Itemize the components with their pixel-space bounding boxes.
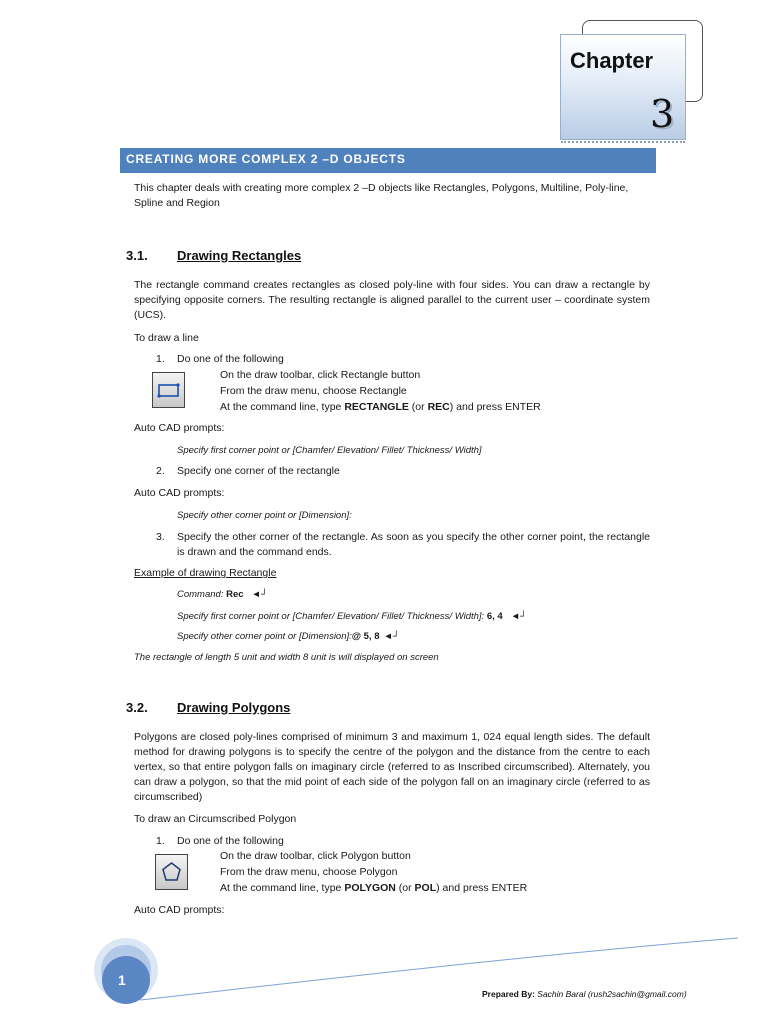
option-menu: From the draw menu, choose Polygon [220,866,398,878]
section-number: 3.2. [126,700,148,715]
example-title: Example of drawing Rectangle [134,567,277,579]
step-text: Do one of the following [177,835,284,847]
banner-title: CREATING MORE COMPLEX 2 –D OBJECTS [126,152,406,166]
example-line: Specify other corner point or [Dimension]:@ 5, 8 ◄┘ [177,631,400,642]
option-command: At the command line, type RECTANGLE (or REC) and press ENTER [220,401,541,413]
autocad-prompts-label: Auto CAD prompts: [134,422,225,434]
result-note: The rectangle of length 5 unit and width 8 unit is will displayed on screen [134,652,439,663]
section-number: 3.1. [126,248,148,263]
polygon-tool-icon[interactable] [155,854,188,890]
step-number: 1. [156,835,165,847]
autocad-prompts-label: Auto CAD prompts: [134,487,225,499]
prompt-text: Specify first corner point or [Chamfer/ Elevation/ Fillet/ Thickness/ Width] [177,445,482,456]
footer-decoration [0,920,768,1024]
rectangle-paragraph: The rectangle command creates rectangles as closed poly-line with four sides. You can draw a rectangle by specifying opposite corners. The resulting rectangle is aligned parallel to the current user – coordinate system (UCS). [134,279,650,321]
step-text: Specify one corner of the rectangle [177,465,340,477]
enter-arrow-icon: ◄┘ [510,611,527,622]
chapter-number: 3 [650,92,675,136]
rectangle-tool-icon[interactable] [152,372,185,408]
step-number: 1. [156,353,165,365]
step-text: Specify the other corner of the rectangle. As soon as you specify the other corner point, the rectangle is drawn and the command ends. [177,531,650,558]
section-title: Drawing Rectangles [177,248,302,263]
example-line: Command: Rec ◄┘ [177,589,268,600]
step-number: 3. [156,531,165,543]
option-menu: From the draw menu, choose Rectangle [220,385,407,397]
prompt-text: Specify other corner point or [Dimension]: [177,510,352,521]
step-text: Do one of the following [177,353,284,365]
section-title: Drawing Polygons [177,700,291,715]
intro-paragraph: This chapter deals with creating more complex 2 –D objects like Rectangles, Polygons, Multiline, Poly-line, Spline and Region [134,182,629,209]
enter-arrow-icon: ◄┘ [383,631,400,642]
to-draw-label: To draw an Circumscribed Polygon [134,813,297,825]
chapter-label: Chapter [570,48,654,73]
step-number: 2. [156,465,165,477]
page-number: 1 [118,972,126,988]
option-toolbar: On the draw toolbar, click Polygon button [220,850,411,862]
example-line: Specify first corner point or [Chamfer/ Elevation/ Fillet/ Thickness/ Width]: 6, 4 ◄┘ [177,611,527,622]
to-draw-label: To draw a line [134,332,199,344]
polygon-paragraph: Polygons are closed poly-lines comprised of minimum 3 and maximum 1, 024 equal length sides. The default method for drawing polygons is to specify the centre of the polygon and the distance from the centre to each vertex, so that entire polygon falls on imaginary circle (referred to as Inscribed circumscribed). Alternately, you can draw a polygon, so that the mid point of each side of the polygon fall on an imaginary circle (referred to as circumscribed) [134,731,650,803]
enter-arrow-icon: ◄┘ [251,589,268,600]
prepared-by: Prepared By: Sachin Baral (rush2sachin@gmail.com) [482,989,687,999]
autocad-prompts-label: Auto CAD prompts: [134,904,225,916]
option-command: At the command line, type POLYGON (or POL) and press ENTER [220,882,528,894]
option-toolbar: On the draw toolbar, click Rectangle button [220,369,421,381]
